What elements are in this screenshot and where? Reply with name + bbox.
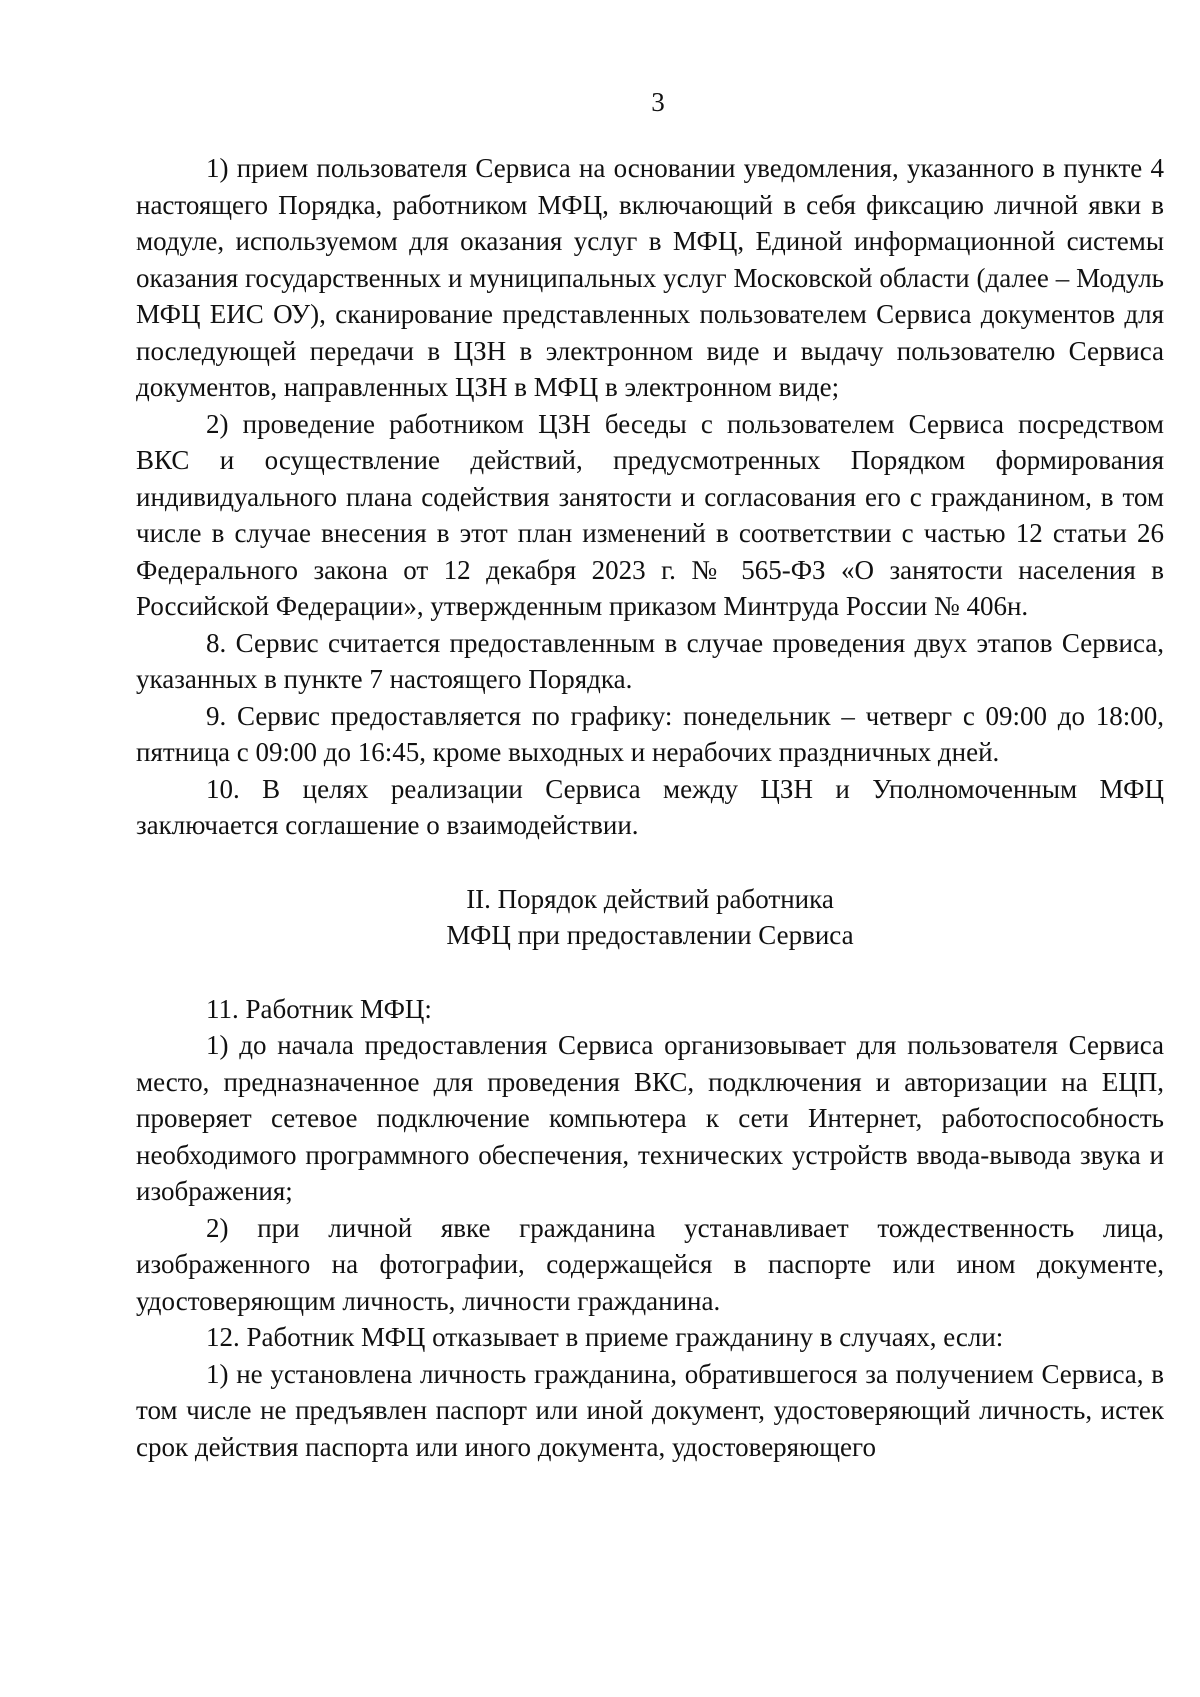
paragraph-clause-10: 10. В целях реализации Сервиса между ЦЗН и Уполномоченным МФЦ заключается соглашение о взаимодействии. bbox=[136, 773, 1164, 840]
paragraph-clause-9: 9. Сервис предоставляется по графику: понедельник – четверг с 09:00 до 18:00, пятница с 09:00 до 16:45, кроме выходных и нерабочих праздничных дней. bbox=[136, 700, 1164, 767]
paragraph-clause-11-item-1: 1) до начала предоставления Сервиса организовывает для пользователя Сервиса место, предназначенное для проведения ВКС, подключения и авторизации на ЕЦП, проверяет сетевое подключение компьютера к сети Интернет, работоспособность необходимого программного обеспечения, технических устройств ввода-вывода звука и изображения; bbox=[136, 1030, 1164, 1206]
page-number: 3 bbox=[651, 87, 665, 117]
paragraph-clause-12-item-1: 1) не установлена личность гражданина, обратившегося за получением Сервиса, в том числе не предъявлен паспорт или иной документ, удостоверяющий личность, истек срок действия паспорта или иного документа, удостоверяющего bbox=[136, 1358, 1164, 1462]
paragraph-item-2-interview: 2) проведение работником ЦЗН беседы с пользователем Сервиса посредством ВКС и осуществление действий, предусмотренных Порядком формирования индивидуального плана содействия занятости и согласования его с гражданином, в том числе в случае внесения в этот план изменений в соответствии с частью 12 статьи 26 Федерального закона от 12 декабря 2023 г. № 565-ФЗ «О занятости населения в Российской Федерации», утвержденным приказом Минтруда России № 406н. bbox=[136, 408, 1164, 621]
section-heading-line-2: МФЦ при предоставлении Сервиса bbox=[446, 920, 854, 950]
section-heading bbox=[136, 881, 1164, 954]
paragraph-clause-12: 12. Работник МФЦ отказывает в приеме гражданину в случаях, если: bbox=[206, 1322, 1004, 1352]
paragraph-item-1-reception: 1) прием пользователя Сервиса на основании уведомления, указанного в пункте 4 настоящего Порядка, работником МФЦ, включающий в себя фиксацию личной явки в модуле, используемом для оказания услуг в МФЦ, Единой информационной системы оказания государственных и муниципальных услуг Московской области (далее – Модуль МФЦ ЕИС ОУ), сканирование представленных пользователем Сервиса документов для последующей передачи в ЦЗН в электронном виде и выдачу пользователю Сервиса документов, направленных ЦЗН в МФЦ в электронном виде; bbox=[136, 153, 1164, 402]
paragraph-clause-11-item-2: 2) при личной явке гражданина устанавливает тождественность лица, изображенного на фотографии, содержащейся в паспорте или ином документе, удостоверяющим личность, личности гражданина. bbox=[136, 1212, 1164, 1316]
paragraph-clause-8: 8. Сервис считается предоставленным в случае проведения двух этапов Сервиса, указанных в пункте 7 настоящего Порядка. bbox=[136, 627, 1164, 694]
document-body bbox=[136, 150, 1164, 1465]
section-heading-line-1: II. Порядок действий работника bbox=[466, 883, 834, 914]
paragraph-clause-11: 11. Работник МФЦ: bbox=[206, 993, 432, 1024]
